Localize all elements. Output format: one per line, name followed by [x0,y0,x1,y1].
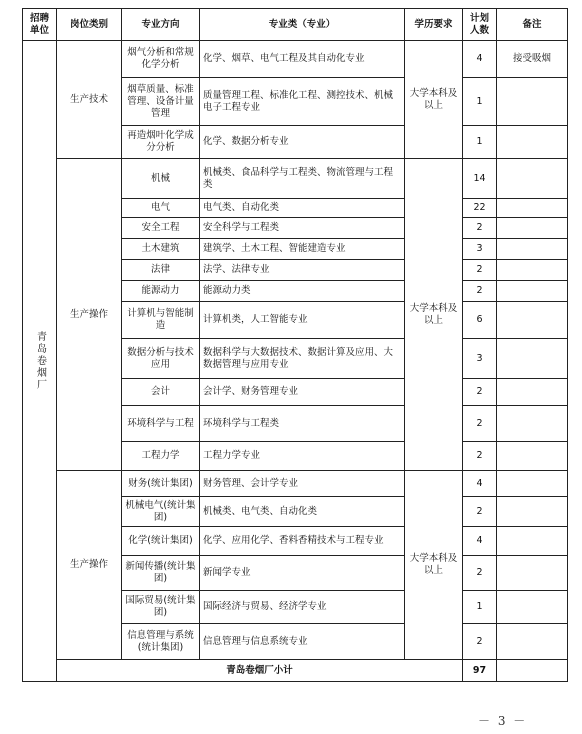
plan-cell: 2 [463,281,497,302]
subtotal-value: 97 [463,660,497,682]
note-cell [497,556,568,591]
direction-cell: 电气 [122,199,200,218]
plan-cell: 14 [463,159,497,199]
header-plan: 计划人数 [463,9,497,41]
table-row [23,471,568,497]
majors-cell: 化学、应用化学、香料香精技术与工程专业 [200,527,405,556]
direction-cell: 会计 [122,379,200,406]
direction-cell: 机械电气(统计集团) [122,497,200,527]
plan-cell: 3 [463,339,497,379]
majors-cell: 化学、数据分析专业 [200,126,405,159]
plan-cell: 1 [463,126,497,159]
table-row [23,159,568,199]
note-cell [497,260,568,281]
table-row [23,41,568,78]
note-cell [497,281,568,302]
majors-cell: 化学、烟草、电气工程及其自动化专业 [200,41,405,78]
note-cell [497,624,568,660]
plan-cell: 2 [463,379,497,406]
direction-cell: 再造烟叶化学成分分析 [122,126,200,159]
majors-cell: 国际经济与贸易、经济学专业 [200,591,405,624]
direction-cell: 化学(统计集团) [122,527,200,556]
majors-cell: 法学、法律专业 [200,260,405,281]
majors-cell: 财务管理、会计学专业 [200,471,405,497]
direction-cell: 财务(统计集团) [122,471,200,497]
plan-cell: 6 [463,302,497,339]
category-cell: 生产操作 [57,471,122,660]
category-cell: 生产技术 [57,41,122,159]
majors-cell: 能源动力类 [200,281,405,302]
direction-cell: 国际贸易(统计集团) [122,591,200,624]
note-cell [497,239,568,260]
education-cell: 大学本科及以上 [405,41,463,159]
direction-cell: 新闻传播(统计集团) [122,556,200,591]
direction-cell: 烟草质量、标准管理、设备计量管理 [122,78,200,126]
subtotal-label: 青岛卷烟厂小计 [57,660,463,682]
majors-cell: 质量管理工程、标准化工程、测控技术、机械电子工程专业 [200,78,405,126]
plan-cell: 22 [463,199,497,218]
plan-cell: 2 [463,624,497,660]
majors-cell: 机械类、食品科学与工程类、物流管理与工程类 [200,159,405,199]
note-cell [497,126,568,159]
majors-cell: 会计学、财务管理专业 [200,379,405,406]
unit-cell [23,41,57,682]
plan-cell: 4 [463,41,497,78]
header-category: 岗位类别 [57,9,122,41]
note-cell [497,379,568,406]
direction-cell: 机械 [122,159,200,199]
direction-cell: 计算机与智能制造 [122,302,200,339]
note-cell [497,339,568,379]
note-cell [497,497,568,527]
majors-cell: 计算机类，人工智能专业 [200,302,405,339]
note-cell [497,302,568,339]
unit-name: 青岛卷烟厂 [34,331,46,391]
page-number: － 3 － [478,714,528,728]
subtotal-note [497,660,568,682]
note-cell [497,199,568,218]
majors-cell: 机械类、电气类、自动化类 [200,497,405,527]
plan-cell: 2 [463,497,497,527]
note-cell [497,471,568,497]
direction-cell: 土木建筑 [122,239,200,260]
plan-cell: 2 [463,556,497,591]
majors-cell: 建筑学、土木工程、智能建造专业 [200,239,405,260]
header-education: 学历要求 [405,9,463,41]
direction-cell: 能源动力 [122,281,200,302]
header-direction: 专业方向 [122,9,200,41]
plan-cell: 3 [463,239,497,260]
plan-cell: 4 [463,527,497,556]
category-cell: 生产操作 [57,159,122,471]
note-cell [497,591,568,624]
plan-cell: 2 [463,406,497,442]
direction-cell: 信息管理与系统(统计集团) [122,624,200,660]
plan-cell: 2 [463,218,497,239]
plan-cell: 2 [463,260,497,281]
majors-cell: 工程力学专业 [200,442,405,471]
header-note: 备注 [497,9,568,41]
majors-cell: 信息管理与信息系统专业 [200,624,405,660]
majors-cell: 新闻学专业 [200,556,405,591]
education-cell: 大学本科及以上 [405,471,463,660]
plan-cell: 4 [463,471,497,497]
majors-cell: 数据科学与大数据技术、数据计算及应用、大数据管理与应用专业 [200,339,405,379]
header-unit: 招聘单位 [23,9,57,41]
direction-cell: 环境科学与工程 [122,406,200,442]
direction-cell: 工程力学 [122,442,200,471]
direction-cell: 烟气分析和常规化学分析 [122,41,200,78]
majors-cell: 环境科学与工程类 [200,406,405,442]
direction-cell: 安全工程 [122,218,200,239]
note-cell [497,78,568,126]
plan-cell: 1 [463,591,497,624]
note-cell: 接受吸烟 [497,41,568,78]
plan-cell: 2 [463,442,497,471]
majors-cell: 电气类、自动化类 [200,199,405,218]
direction-cell: 数据分析与技术应用 [122,339,200,379]
note-cell [497,406,568,442]
note-cell [497,159,568,199]
note-cell [497,442,568,471]
plan-cell: 1 [463,78,497,126]
note-cell [497,218,568,239]
header-majors: 专业类（专业） [200,9,405,41]
education-cell: 大学本科及以上 [405,159,463,471]
majors-cell: 安全科学与工程类 [200,218,405,239]
subtotal-row [23,660,568,682]
recruitment-table [22,8,568,682]
note-cell [497,527,568,556]
direction-cell: 法律 [122,260,200,281]
